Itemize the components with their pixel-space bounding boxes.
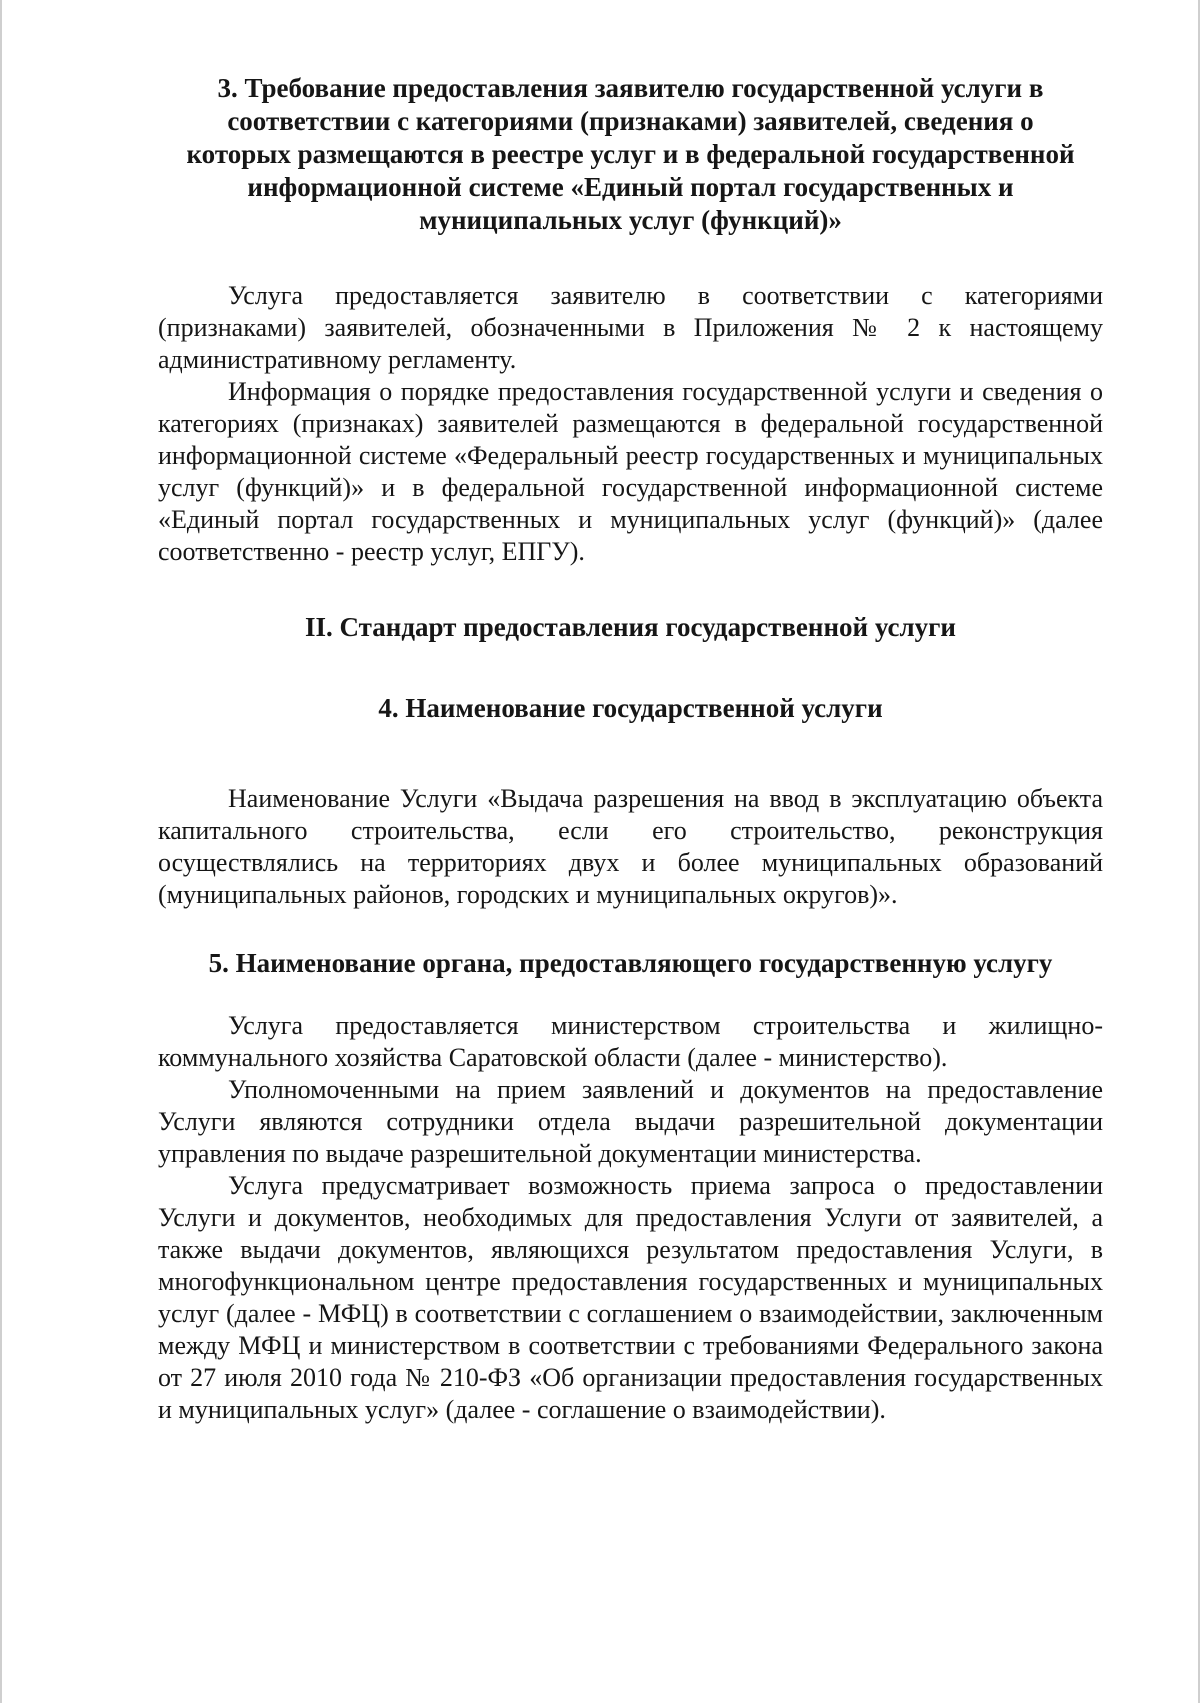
section-4-heading: 4. Наименование государственной услуги	[378, 693, 883, 723]
section-3-paragraph-1: Услуга предоставляется заявителю в соответствии с категориями (признаками) заявителей, обозначенными в Приложения № 2 к настоящему административному регламенту.	[158, 281, 1103, 374]
section-4-paragraph-1: Наименование Услуги «Выдача разрешения на ввод в эксплуатацию объекта капитального строительства, если его строительство, реконструкция осуществлялись на территориях двух и более муниципальных образований (муниципальных районов, городских и муниципальных округов)».	[158, 784, 1103, 909]
section-3-heading	[158, 72, 1103, 237]
section-5-heading: 5. Наименование органа, предоставляющего государственную услугу	[208, 948, 1053, 978]
section-3-paragraph-2: Информация о порядке предоставления государственной услуги и сведения о категориях (признаках) заявителей размещаются в федеральной государственной информационной системе «Федеральный реестр государственных и муниципальных услуг (функций)» и в федеральной государственной информационной системе «Единый портал государственных и муниципальных услуг (функций)» (далее соответственно - реестр услуг, ЕПГУ).	[158, 377, 1103, 566]
section-3-heading-line: муниципальных услуг (функций)»	[419, 205, 842, 235]
section-3-heading-line: 3. Требование предоставления заявителю государственной услуги в	[217, 73, 1044, 103]
document-content	[158, 72, 1103, 1426]
section-5-paragraph-2: Уполномоченными на прием заявлений и документов на предоставление Услуги являются сотрудники отдела выдачи разрешительной документации управления по выдаче разрешительной документации министерства.	[158, 1075, 1103, 1168]
section-ii-heading: II. Стандарт предоставления государственной услуги	[305, 612, 956, 642]
section-5-paragraph-3: Услуга предусматривает возможность приема запроса о предоставлении Услуги и документов, необходимых для предоставления Услуги от заявителей, а также выдачи документов, являющихся результатом предоставления Услуги, в многофункциональном центре предоставления государственных и муниципальных услуг (далее - МФЦ) в соответствии с соглашением о взаимодействии, заключенным между МФЦ и министерством в соответствии с требованиями Федерального закона от 27 июля 2010 года № 210-ФЗ «Об организации предоставления государственных и муниципальных услуг» (далее - соглашение о взаимодействии).	[158, 1171, 1103, 1424]
section-3-heading-line: информационной системе «Единый портал государственных и	[247, 172, 1014, 202]
section-5-paragraph-1: Услуга предоставляется министерством строительства и жилищно-коммунального хозяйства Саратовской области (далее - министерство).	[158, 1011, 1103, 1072]
section-3-heading-line: соответствии с категориями (признаками) заявителей, сведения о	[227, 106, 1034, 136]
section-3-heading-line: которых размещаются в реестре услуг и в федеральной государственной	[186, 139, 1075, 169]
scan-left-edge	[0, 0, 2, 1703]
section-4-spacing	[158, 725, 1103, 783]
